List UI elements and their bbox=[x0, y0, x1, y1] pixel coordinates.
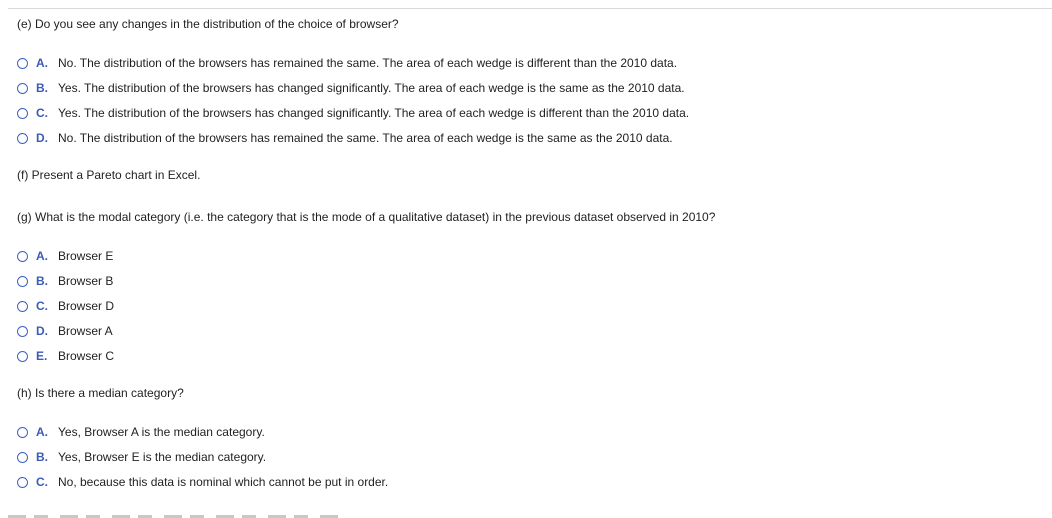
top-divider bbox=[8, 8, 1052, 9]
question-e-option-c[interactable] bbox=[17, 105, 689, 121]
cut-off-next-question bbox=[8, 513, 338, 518]
option-letter: D. bbox=[36, 131, 48, 145]
question-e-option-d[interactable] bbox=[17, 130, 673, 146]
question-g-option-e[interactable] bbox=[17, 348, 114, 364]
option-letter: E. bbox=[36, 349, 48, 363]
option-text: No, because this data is nominal which cannot be put in order. bbox=[58, 475, 389, 489]
option-letter: B. bbox=[36, 274, 48, 288]
option-letter: A. bbox=[36, 56, 48, 70]
option-text: Browser A bbox=[58, 324, 113, 338]
option-letter: D. bbox=[36, 324, 48, 338]
radio-button-icon[interactable] bbox=[17, 108, 28, 119]
option-text: Yes, Browser A is the median category. bbox=[58, 425, 265, 439]
radio-button-icon[interactable] bbox=[17, 58, 28, 69]
option-letter: C. bbox=[36, 106, 48, 120]
radio-button-icon[interactable] bbox=[17, 351, 28, 362]
option-letter: C. bbox=[36, 475, 48, 489]
option-text: Yes. The distribution of the browsers has changed significantly. The area of each wedge is different than the 2010 data. bbox=[58, 106, 690, 120]
option-text: Browser E bbox=[58, 249, 114, 263]
radio-button-icon[interactable] bbox=[17, 251, 28, 262]
option-letter: B. bbox=[36, 450, 48, 464]
radio-button-icon[interactable] bbox=[17, 83, 28, 94]
option-text: No. The distribution of the browsers has remained the same. The area of each wedge is different than the 2010 data. bbox=[58, 56, 678, 70]
radio-button-icon[interactable] bbox=[17, 427, 28, 438]
radio-button-icon[interactable] bbox=[17, 276, 28, 287]
question-h-prompt: (h) Is there a median category? bbox=[17, 386, 184, 400]
option-text: Yes. The distribution of the browsers has changed significantly. The area of each wedge is the same as the 2010 data. bbox=[58, 81, 685, 95]
question-f-prompt: (f) Present a Pareto chart in Excel. bbox=[17, 168, 201, 182]
question-e-option-b[interactable] bbox=[17, 80, 685, 96]
radio-button-icon[interactable] bbox=[17, 301, 28, 312]
question-g-option-a[interactable] bbox=[17, 248, 113, 264]
radio-button-icon[interactable] bbox=[17, 133, 28, 144]
question-h-option-c[interactable] bbox=[17, 474, 388, 490]
question-h-option-a[interactable] bbox=[17, 424, 265, 440]
option-letter: A. bbox=[36, 249, 48, 263]
question-e-prompt: (e) Do you see any changes in the distribution of the choice of browser? bbox=[17, 17, 399, 31]
question-e-option-a[interactable] bbox=[17, 55, 677, 71]
option-text: Browser D bbox=[58, 299, 115, 313]
radio-button-icon[interactable] bbox=[17, 477, 28, 488]
option-letter: C. bbox=[36, 299, 48, 313]
option-text: No. The distribution of the browsers has remained the same. The area of each wedge is the same as the 2010 data. bbox=[58, 131, 673, 145]
option-text: Browser B bbox=[58, 274, 114, 288]
option-letter: A. bbox=[36, 425, 48, 439]
question-h-option-b[interactable] bbox=[17, 449, 266, 465]
option-letter: B. bbox=[36, 81, 48, 95]
question-g-option-d[interactable] bbox=[17, 323, 113, 339]
question-g-option-c[interactable] bbox=[17, 298, 114, 314]
radio-button-icon[interactable] bbox=[17, 452, 28, 463]
radio-button-icon[interactable] bbox=[17, 326, 28, 337]
question-g-prompt: (g) What is the modal category (i.e. the category that is the mode of a qualitative dataset) in the previous dataset observed in 2010? bbox=[17, 210, 716, 224]
question-g-option-b[interactable] bbox=[17, 273, 113, 289]
option-text: Browser C bbox=[58, 349, 115, 363]
option-text: Yes, Browser E is the median category. bbox=[58, 450, 267, 464]
